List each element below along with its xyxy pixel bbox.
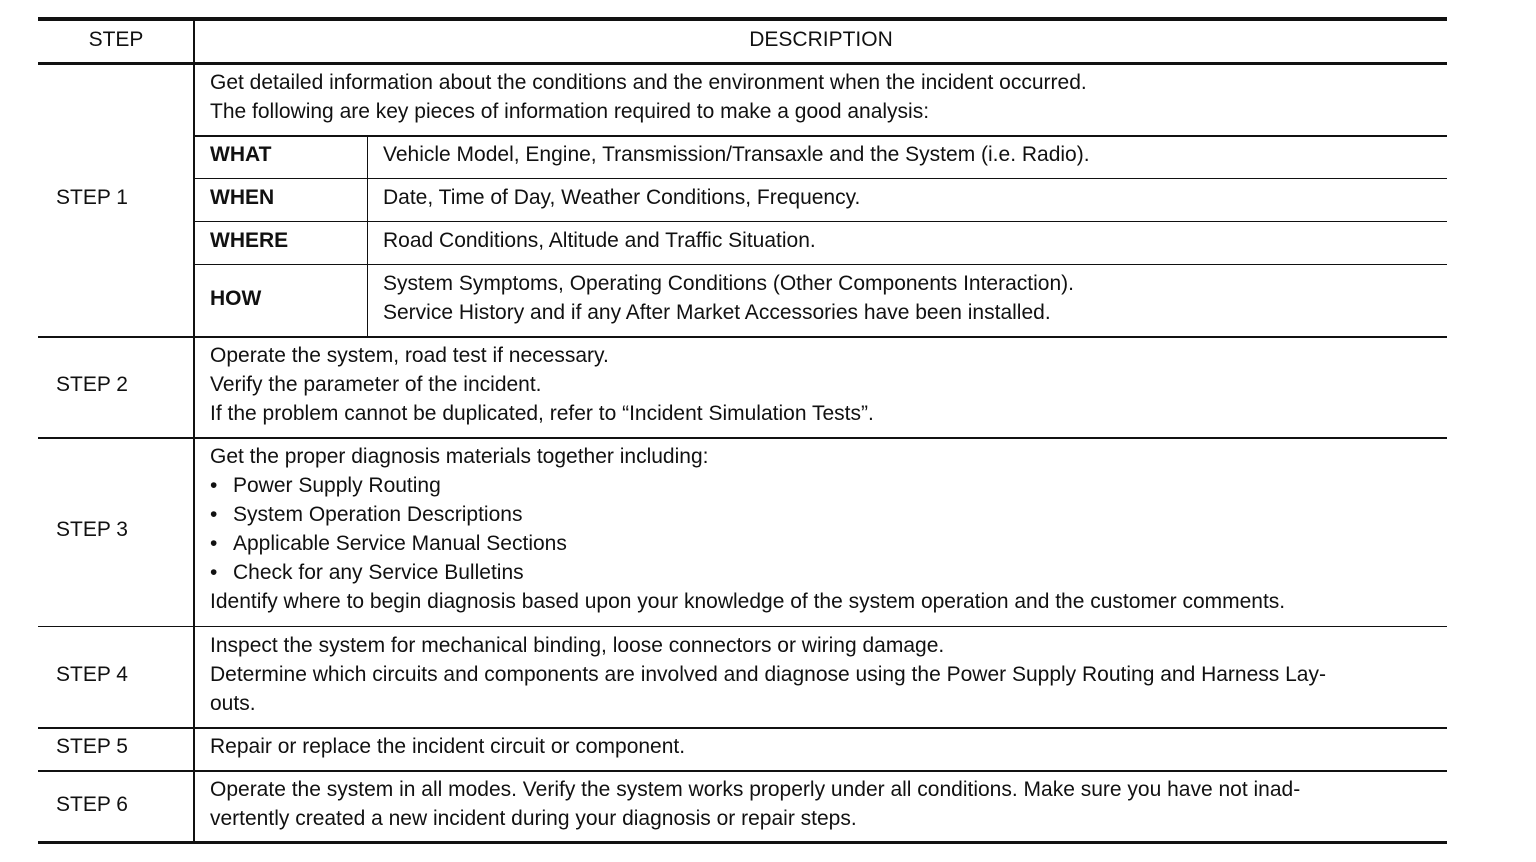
step-label-3: STEP 3 [56, 518, 128, 541]
step1-value-when: Date, Time of Day, Weather Conditions, Frequency. [383, 186, 861, 209]
step5-bottom-rule [38, 770, 1447, 772]
step3-description [210, 442, 1285, 616]
step1-intro-line-1: Get detailed information about the conditions and the environment when the incident occurred. [210, 71, 1087, 94]
header-step: STEP [88, 28, 144, 51]
step-label-5: STEP 5 [56, 735, 128, 758]
step1-value-how [383, 269, 1074, 327]
step4-line-3: outs. [210, 692, 256, 715]
diagnosis-steps-table [38, 17, 1447, 844]
step2-line-2: Verify the parameter of the incident. [210, 373, 542, 396]
step1-what-rule [194, 178, 1447, 179]
step1-when-rule [194, 221, 1447, 222]
step3-bullet-4-text: Check for any Service Bulletins [233, 561, 524, 584]
step1-intro [210, 68, 1087, 126]
step-label-2: STEP 2 [56, 373, 128, 396]
step1-intro-line-2: The following are key pieces of information required to make a good analysis: [210, 100, 930, 123]
step2-line-3: If the problem cannot be duplicated, refer to “Incident Simulation Tests”. [210, 402, 874, 425]
step4-line-2: Determine which circuits and components are involved and diagnose using the Power Supply Routing and Harness Lay- [210, 663, 1326, 686]
step-column-rule [193, 17, 195, 844]
step1-value-where: Road Conditions, Altitude and Traffic Situation. [383, 229, 816, 252]
step3-bottom-rule [38, 626, 1447, 627]
header-bottom-rule [38, 62, 1447, 65]
step5-line-1: Repair or replace the incident circuit or component. [210, 735, 686, 758]
step4-line-1: Inspect the system for mechanical binding, loose connectors or wiring damage. [210, 634, 945, 657]
step-label-6: STEP 6 [56, 793, 128, 816]
step3-bullet-1 [210, 471, 1285, 500]
step1-value-what: Vehicle Model, Engine, Transmission/Transaxle and the System (i.e. Radio). [383, 143, 1090, 166]
header-description: DESCRIPTION [749, 28, 893, 51]
step3-after-line: Identify where to begin diagnosis based upon your knowledge of the system operation and the customer comments. [210, 590, 1286, 613]
step3-bullet-2 [210, 500, 1285, 529]
step3-line-1: Get the proper diagnosis materials together including: [210, 445, 709, 468]
table-top-rule [38, 17, 1447, 21]
step1-key-when: WHEN [210, 186, 275, 209]
step2-bottom-rule [38, 437, 1447, 439]
step6-description [210, 775, 1300, 833]
step-label-1: STEP 1 [56, 186, 128, 209]
step1-where-rule [194, 264, 1447, 265]
step1-how-line-2: Service History and if any After Market Accessories have been installed. [383, 301, 1051, 324]
step6-line-2: vertently created a new incident during your diagnosis or repair steps. [210, 807, 857, 830]
step4-description [210, 631, 1326, 718]
step2-description [210, 341, 874, 428]
step4-bottom-rule [38, 727, 1447, 729]
step3-bullet-3-text: Applicable Service Manual Sections [233, 532, 567, 555]
step1-intro-rule [194, 135, 1447, 137]
step1-key-how: HOW [210, 287, 262, 310]
step1-key-what: WHAT [210, 143, 272, 166]
step3-bullet-2-text: System Operation Descriptions [233, 503, 523, 526]
step-label-4: STEP 4 [56, 663, 128, 686]
step1-key-column-rule [367, 135, 368, 337]
step3-bullet-3 [210, 529, 1285, 558]
step1-bottom-rule [38, 336, 1447, 338]
step1-how-line-1: System Symptoms, Operating Conditions (Other Components Interaction). [383, 272, 1074, 295]
step3-bullet-4 [210, 558, 1285, 587]
step3-bullet-1-text: Power Supply Routing [233, 474, 441, 497]
step1-key-where: WHERE [210, 229, 289, 252]
table-bottom-rule [38, 841, 1447, 844]
step6-line-1: Operate the system in all modes. Verify the system works properly under all conditions. Make sure you have not inad- [210, 778, 1301, 801]
step2-line-1: Operate the system, road test if necessary. [210, 344, 609, 367]
